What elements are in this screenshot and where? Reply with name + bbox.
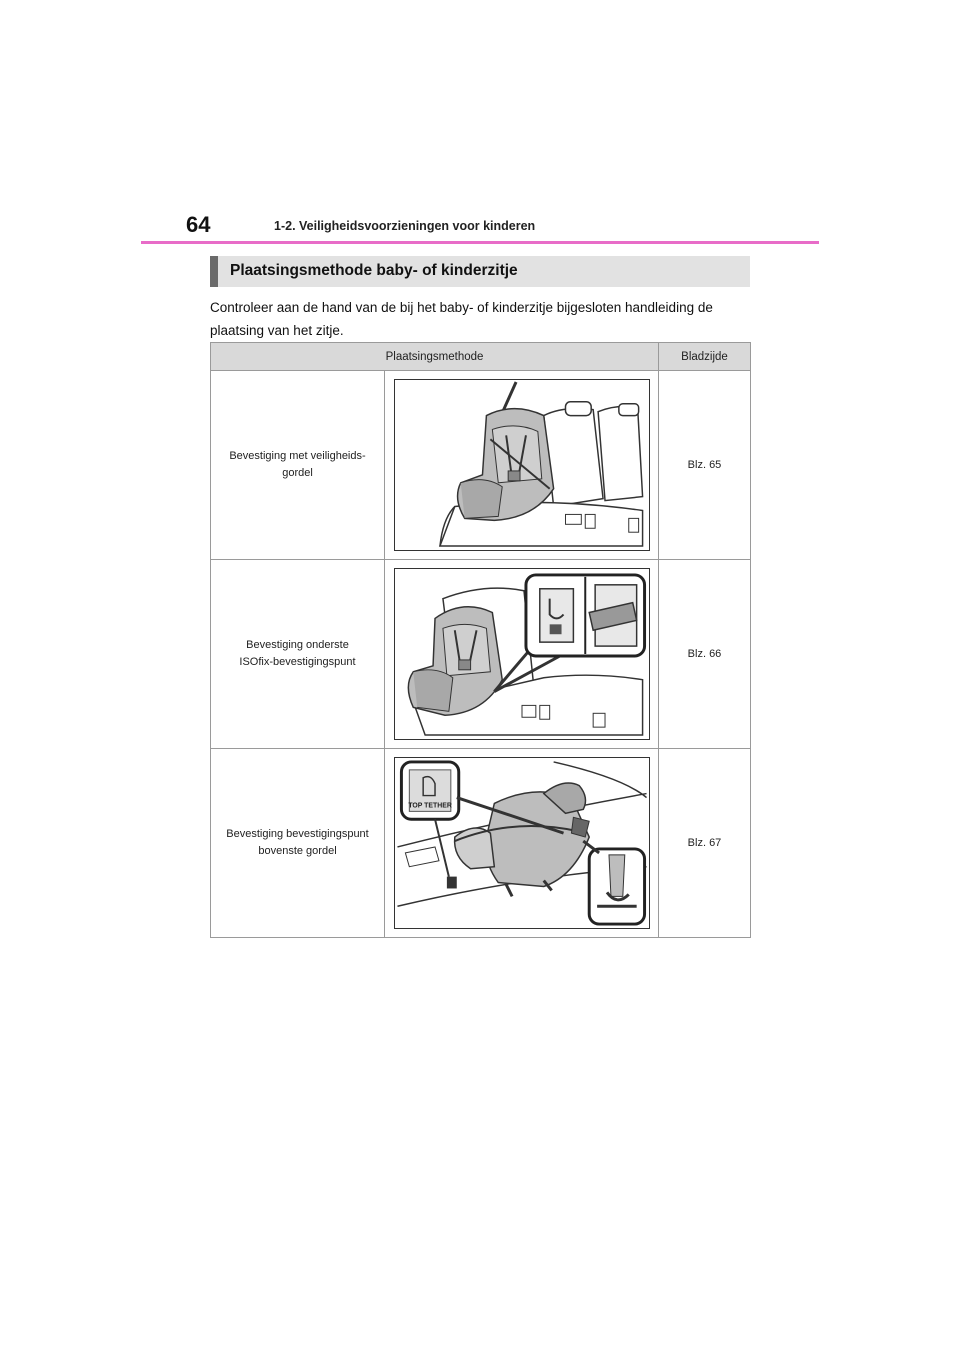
- method-cell: [211, 749, 385, 938]
- header-rule: [141, 241, 819, 244]
- top-tether-label: TOP TETHER: [407, 802, 452, 810]
- method-label: bovenste gordel: [258, 845, 337, 857]
- installation-methods-table: [210, 342, 751, 938]
- page-number: 64: [186, 212, 211, 237]
- table-row: [211, 371, 751, 560]
- top-tether-install-illustration: [394, 757, 650, 929]
- page-cell: Blz. 66: [659, 560, 751, 749]
- illustration-cell: [385, 371, 659, 560]
- header-method: Plaatsingsmethode: [211, 343, 659, 371]
- method-cell: [211, 371, 385, 560]
- section-title: Plaatsingsmethode baby- of kinderzitje: [230, 262, 518, 279]
- intro-paragraph: Controleer aan de hand van de bij het baby- of kinderzitje bijgesloten handleiding de plaatsing van het zitje.: [210, 300, 713, 338]
- method-label: ISOfix-bevestigingspunt: [239, 656, 356, 668]
- table-row: [211, 560, 751, 749]
- section-title-bar: [210, 256, 750, 287]
- isofix-install-illustration: [394, 568, 650, 740]
- table-header-row: [211, 343, 751, 371]
- illustration-cell: [385, 749, 659, 938]
- page-cell: Blz. 65: [659, 371, 751, 560]
- method-cell: [211, 560, 385, 749]
- method-label: Bevestiging bevestigingspunt: [226, 828, 369, 840]
- header-page: Bladzijde: [659, 343, 751, 371]
- method-label: Bevestiging onderste: [246, 639, 349, 651]
- page-cell: Blz. 67: [659, 749, 751, 938]
- seatbelt-install-illustration: [394, 379, 650, 551]
- illustration-cell: [385, 560, 659, 749]
- section-header: 1-2. Veiligheidsvoorzieningen voor kinderen: [274, 219, 536, 233]
- table-row: [211, 749, 751, 938]
- method-label: gordel: [282, 467, 313, 479]
- method-label: Bevestiging met veiligheids-: [229, 450, 366, 462]
